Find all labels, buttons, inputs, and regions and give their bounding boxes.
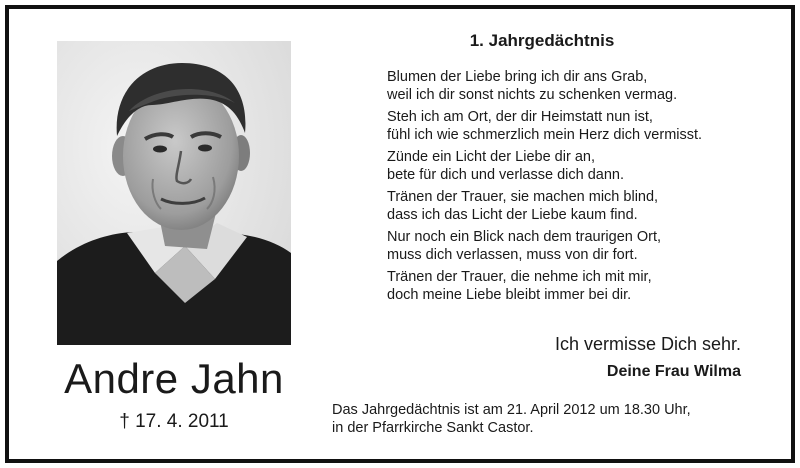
service-info-line: Das Jahrgedächtnis ist am 21. April 2012 um 18.30 Uhr, [332,402,691,418]
poem-stanza [387,68,767,104]
obituary-notice [5,5,795,463]
poem-line: muss dich verlassen, muss von dir fort. [387,247,638,263]
poem-line: Zünde ein Licht der Liebe dir an, [387,149,595,165]
service-info [332,401,772,437]
signature: Deine Frau Wilma [606,363,741,380]
poem-stanza [387,108,767,144]
notice-heading: 1. Jahrgedächtnis [469,31,615,50]
poem-line: Steh ich am Ort, der dir Heimstatt nun ist, [387,109,653,125]
poem-line: Blumen der Liebe bring ich dir ans Grab, [387,69,648,85]
closing-line: Ich vermisse Dich sehr. [554,334,741,354]
poem-line: dass ich das Licht der Liebe kaum find. [387,207,638,223]
poem-line: weil ich dir sonst nichts zu schenken vermag. [387,87,678,103]
poem-line: Tränen der Trauer, sie machen mich blind, [387,189,659,205]
deceased-name: Andre Jahn [64,355,284,402]
memorial-poem [387,68,767,308]
poem-stanza [387,228,767,264]
poem-line: fühl ich wie schmerzlich mein Herz dich vermisst. [387,127,703,143]
poem-stanza [387,268,767,304]
death-date: † 17. 4. 2011 [119,411,229,432]
poem-line: Nur noch ein Blick nach dem traurigen Ort, [387,229,662,245]
poem-stanza [387,188,767,224]
poem-line: Tränen der Trauer, die nehme ich mit mir, [387,269,652,285]
poem-line: doch meine Liebe bleibt immer bei dir. [387,287,632,303]
service-info-line: in der Pfarrkirche Sankt Castor. [332,420,534,436]
poem-line: bete für dich und verlasse dich dann. [387,167,624,183]
poem-stanza [387,148,767,184]
portrait-photo [57,41,291,345]
